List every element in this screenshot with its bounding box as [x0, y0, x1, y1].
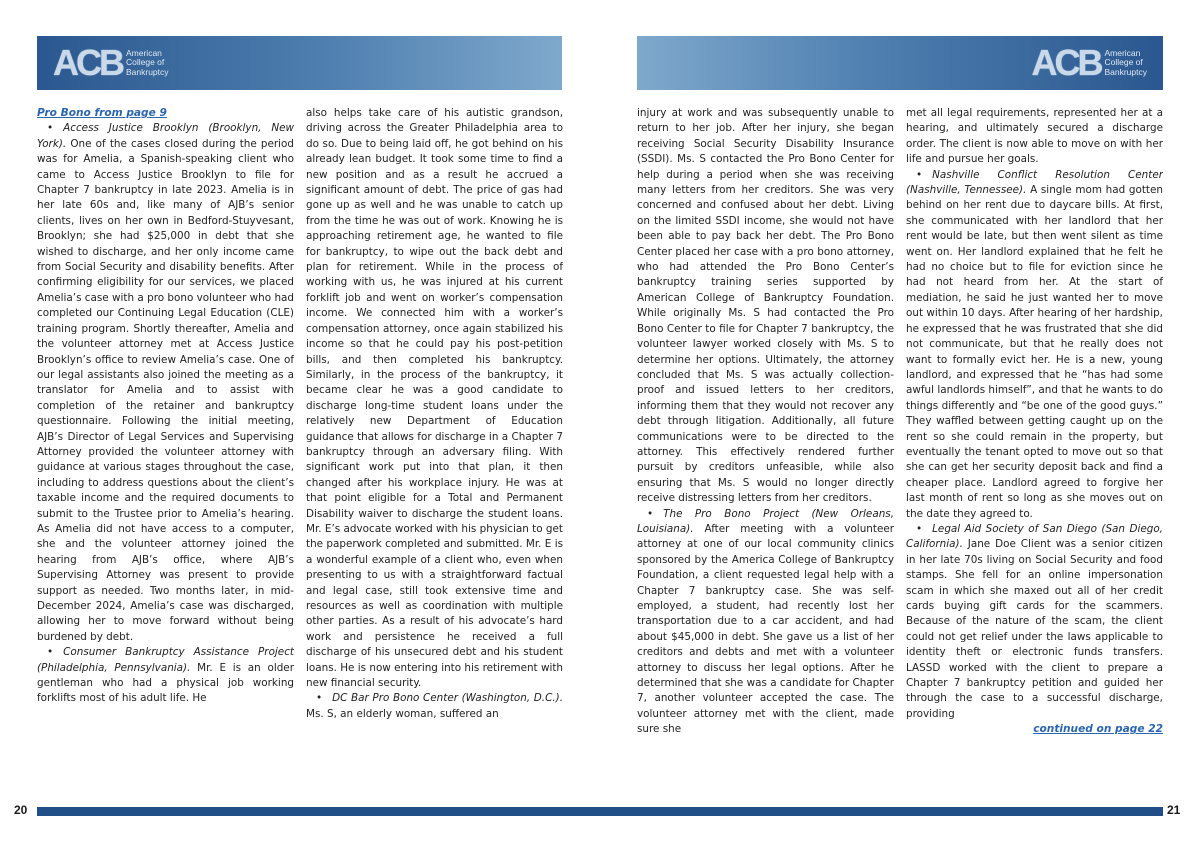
header-banner — [37, 36, 562, 90]
logo-letters: ACB — [53, 42, 122, 83]
article-paragraph: • DC Bar Pro Bono Center (Washington, D.C.). Ms. S, an elderly woman, suffered an — [306, 692, 563, 720]
paragraph-body: Mr. E is an older gentleman who had a physical job working forklifts most of his adult life. He — [37, 661, 294, 705]
org-heading: DC Bar Pro Bono Center (Washington, D.C.). — [332, 692, 563, 705]
article-paragraph: • Consumer Bankruptcy Assistance Project (Philadelphia, Pennsylvania). Mr. E is an older gentleman who had a physical job working forklifts most of his adult life. He — [37, 646, 294, 705]
logo-line2: College of — [1104, 57, 1143, 68]
acb-logo — [53, 44, 169, 82]
org-heading: Legal Aid Society of San Diego (San Diego, California). — [906, 522, 1163, 551]
page-number: 21 — [1167, 803, 1181, 817]
paragraph-body: met all legal requirements, represented her at a hearing, and ultimately secured a discharge order. The client is now able to move on with her life and pursue her goals. — [906, 107, 1163, 166]
paragraph-body: Ms. S, an elderly woman, suffered an — [306, 707, 499, 720]
org-heading: Consumer Bankruptcy Assistance Project (Philadelphia, Pennsylvania). — [37, 646, 294, 674]
paragraph-body: One of the cases closed during the period was for Amelia, a Spanish-speaking client who came to Access Justice Brooklyn to file for Chapter 7 bankruptcy in late 2023. Amelia is in her late 60s and, like many of AJB’s senior clients, lives on her own in Bedford-Stuyvesant, Brooklyn; she had $25,000 in debt that she wished to discharge, and her only income came from Social Security and disability benefits. After confirming eligibility for our services, we placed Amelia’s case with a pro bono volunteer who had completed our Continuing Legal Education (CLE) training program. Shortly thereafter, Amelia and the volunteer attorney met at Access Justice Brooklyn’s office to review Amelia’s case. One of our legal assistants also joined the meeting as a translator for Amelia and to assist with completion of the retainer and bankruptcy questionnaire. Following the initial meeting, AJB’s Director of Legal Services and Supervising Attorney provided the volunteer attorney with guidance at various stages throughout the case, including to address questions about the client’s taxable income and the required documents to submit to the Trustee prior to Amelia’s hearing. As Amelia did not have access to a computer, she and the volunteer attorney joined the hearing from AJB’s office, where AJB’s Supervising Attorney was present to provide support as needed. Two months later, in mid-December 2024, Amelia’s case was discharged, allowing her to move forward without being burdened by debt. — [37, 137, 294, 643]
org-heading: Nashville Conflict Resolution Center (Nashville, Tennessee). — [906, 168, 1163, 197]
from-page-link[interactable]: Pro Bono from page 9 — [37, 107, 167, 119]
article-paragraph: • Legal Aid Society of San Diego (San Diego, California). Jane Doe Client was a senior citizen in her late 70s living on Social Security and food stamps. She fell for an online impersonation scam in which she maxed out all of her credit cards buying gift cards for the scammers. Because of the nature of the scam, the client could not get relief under the laws applicable to identity theft or electronic funds transfers. LASSD worked with the client to prepare a Chapter 7 bankruptcy petition and guided her through the case to a successful discharge, providing — [906, 522, 1163, 720]
logo-letters: ACB — [1031, 42, 1101, 83]
logo-line2: College of — [126, 57, 165, 68]
left-column-2 — [306, 106, 563, 792]
header-banner — [637, 36, 1163, 90]
article-paragraph: • Nashville Conflict Resolution Center (Nashville, Tennessee). A single mom had gotten behind on her rent due to daycare bills. At first, she communicated with her landlord that her rent would be late, but then went silent as time went on. Her landlord explained that he felt he had no choice but to file for eviction since he had not heard from her. At the start of mediation, he said he just wanted her to move out within 10 days. After hearing of her hardship, he expressed that he was frustrated that she did not communicate, but that he really does not want to formally evict her. He is a new, young landlord, and expressed that he “has had some awful landlords himself”, and that he wants to do things differently and “be one of the good guys.” They waffled between getting caught up on the rent so she could remain in the property, but eventually the tenant opted to move out so that she can get her security deposit back and find a cheaper place. Landlord agreed to forgive her last month of rent so long as she moves out on the date they agreed to. — [906, 168, 1163, 520]
acb-logo — [1031, 44, 1147, 82]
page-number: 20 — [14, 803, 28, 817]
logo-line3: Bankruptcy — [126, 66, 169, 77]
right-page — [600, 0, 1200, 848]
paragraph-body: A single mom had gotten behind on her rent due to daycare bills. At first, she communicated with her landlord that her rent would be late, but then went silent as time went on. Her landlord explained that he felt he had no choice but to file for eviction since he had not heard from her. At the start of mediation, he said he just wanted her to move out within 10 days. After hearing of her hardship, he expressed that he was frustrated that she did not communicate, but that he really does not want to formally evict her. He is a new, young landlord, and expressed that he “has had some awful landlords himself”, and that he wants to do things differently and “be one of the good guys.” They waffled between getting caught up on the rent so she could remain in the property, but eventually the tenant opted to move out so that she can get her security deposit back and find a cheaper place. Landlord agreed to forgive her last month of rent so long as she moves out on the date they agreed to. — [906, 184, 1163, 520]
article-paragraph: • The Pro Bono Project (New Orleans, Louisiana). After meeting with a volunteer attorney at one of our local community clinics sponsored by the America College of Bankruptcy Foundation, a client requested legal help with a Chapter 7 bankruptcy case. She was self-employed, a student, had recently lost her transportation due to a car accident, and had about $45,000 in debt. She gave us a list of her creditors and debts and met with a volunteer attorney to discuss her legal options. After he determined that she was a candidate for Chapter 7, another volunteer accepted the case. The volunteer attorney met with the client, made sure she — [637, 507, 894, 736]
logo-text — [126, 49, 169, 78]
logo-line1: American — [126, 47, 162, 58]
org-heading: The Pro Bono Project (New Orleans, Louisiana). — [637, 507, 894, 535]
paragraph-body: also helps take care of his autistic grandson, driving across the Greater Philadelphia area to do so. Due to being laid off, he got behind on his already lean budget. It took some time to find a new position and as a result he accrued a significant amount of debt. The price of gas had gone up as well and he was unable to catch up from the time he was out of work. Knowing he is approaching retirement age, he wanted to file for bankruptcy, to wipe out the back debt and plan for retirement. While in the process of working with us, he was injured at his current forklift job and went on worker’s compensation income. We connected him with a worker’s compensation attorney, once again stabilized his income so that he could pay his post-petition bills, and then completed his bankruptcy. Similarly, in the process of the bankruptcy, it became clear he was a good candidate to discharge long-time student loans under the relatively new Department of Education guidance that allows for discharge in a Chapter 7 bankruptcy through an adversary filing. With significant work put into that plan, it then changed after his workplace injury. He was at that point eligible for a Total and Permanent Disability waiver to discharge the student loans. Mr. E’s advocate worked with his physician to get the paperwork completed and submitted. Mr. E is a wonderful example of a client who, even when presenting to us with a straightforward factual and legal case, still took extensive time and resources as well as coordination with multiple other parties. As a result of his advocate’s hard work and persistence he received a full discharge of his unsecured debt and his student loans. He is now entering into his retirement with new financial security. — [306, 107, 563, 690]
logo-text — [1104, 49, 1147, 78]
paragraph-body: injury at work and was subsequently unable to return to her job. After her injury, she began receiving Social Security Disability Insurance (SSDI). Ms. S contacted the Pro Bono Center for help during a period when she was receiving many letters from her creditors. She was very concerned and confused about her debt. Living on the limited SSDI income, she would not have been able to pay back her debt. The Pro Bono Center placed her case with a pro bono attorney, who had attended the Pro Bono Center’s bankruptcy training series supported by American College of Bankruptcy Foundation. While originally Ms. S had contacted the Pro Bono Center to file for Chapter 7 bankruptcy, the volunteer lawyer worked closely with Ms. S to determine her options. Ultimately, the attorney concluded that Ms. S was actually collection-proof and issued letters to her creditors, informing them that they would not recover any debt through litigation. Additionally, all future communications were to be directed to the attorney. This effectively rendered further pursuit by creditors unfeasible, while also ensuring that Ms. S would no longer directly receive distressing letters from her creditors. — [637, 107, 894, 505]
footer-bar — [600, 807, 1163, 816]
left-page-columns — [37, 106, 563, 792]
paragraph-body: Jane Doe Client was a senior citizen in her late 70s living on Social Security and food stamps. She fell for an online impersonation scam in which she maxed out all of her credit cards buying gift cards for the scammers. Because of the nature of the scam, the client could not get relief under the laws applicable to identity theft or electronic funds transfers. LASSD worked with the client to prepare a Chapter 7 bankruptcy petition and guided her through the case to a successful discharge, providing — [906, 538, 1163, 720]
continued-page-link[interactable]: continued on page 22 — [1033, 723, 1163, 736]
org-heading: Access Justice Brooklyn (Brooklyn, New York). — [37, 122, 294, 150]
footer-bar — [37, 807, 600, 816]
article-paragraph: • Access Justice Brooklyn (Brooklyn, New York). One of the cases closed during the period was for Amelia, a Spanish-speaking client who came to Access Justice Brooklyn to file for Chapter 7 bankruptcy in late 2023. Amelia is in her late 60s and, like many of AJB’s senior clients, lives on her own in Bedford-Stuyvesant, Brooklyn; she had $25,000 in debt that she wished to discharge, and her only income came from Social Security and disability benefits. After confirming eligibility for our services, we placed Amelia’s case with a pro bono volunteer who had completed our Continuing Legal Education (CLE) training program. Shortly thereafter, Amelia and the volunteer attorney met at Access Justice Brooklyn’s office to review Amelia’s case. One of our legal assistants also joined the meeting as a translator for Amelia and to assist with completion of the retainer and bankruptcy questionnaire. Following the initial meeting, AJB’s Director of Legal Services and Supervising Attorney provided the volunteer attorney with guidance at various stages throughout the case, including to address questions about the client’s taxable income and the required documents to submit to the Trustee prior to Amelia’s hearing. As Amelia did not have access to a computer, she and the volunteer attorney joined the hearing from AJB’s office, where AJB’s Supervising Attorney was present to provide support as needed. Two months later, in mid-December 2024, Amelia’s case was discharged, allowing her to move forward without being burdened by debt. — [37, 122, 294, 643]
paragraph-body: After meeting with a volunteer attorney at one of our local community clinics sponsored by the America College of Bankruptcy Foundation, a client requested legal help with a Chapter 7 bankruptcy case. She was self-employed, a student, had recently lost her transportation due to a car accident, and had about $45,000 in debt. She gave us a list of her creditors and debts and met with a volunteer attorney to discuss her legal options. After he determined that she was a candidate for Chapter 7, another volunteer accepted the case. The volunteer attorney met with the client, made sure she — [637, 522, 894, 736]
right-column-1 — [637, 106, 894, 792]
logo-line1: American — [1104, 47, 1141, 58]
right-column-2 — [906, 106, 1163, 792]
logo-line3: Bankruptcy — [1104, 66, 1147, 77]
right-page-columns — [637, 106, 1163, 792]
left-column-1 — [37, 106, 294, 792]
